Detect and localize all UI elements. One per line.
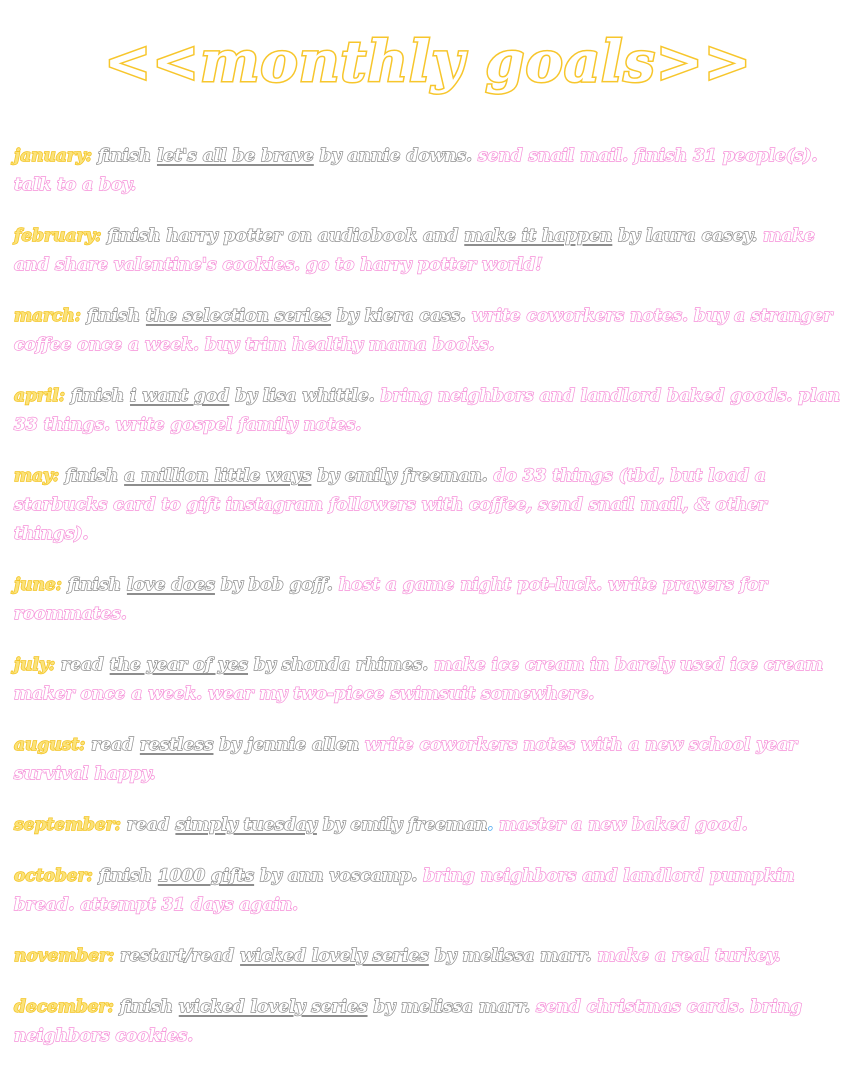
goal-text: by kiera cass. [330,306,472,326]
book-title: the selection series [145,306,331,326]
goal-action: bring neighbors and landlord pumpkin bread. attempt 31 days again. [14,866,795,915]
book-title: let's all be brave [156,146,314,166]
goal-text: finish harry potter on audiobook and [101,226,465,246]
book-title: a million little ways [124,466,312,486]
month-label: december: [14,997,114,1017]
goal-text: by shonda rhimes. [248,655,435,675]
goal-action: bring neighbors and landlord baked goods. plan 33 things. write gospel family notes. [14,386,840,435]
goal-february [14,222,840,280]
book-title: love does [126,575,215,595]
goal-action: make and share valentine's cookies. go to harry potter world! [14,226,815,275]
goal-november [14,942,840,971]
goal-action: send snail mail. finish 31 people(s). talk to a boy. [14,146,818,195]
month-label: july: [14,655,56,675]
goal-text: finish [113,997,179,1017]
goal-action: host a game night pot-luck. write prayers for roommates. [14,575,768,624]
goal-text: read [120,815,176,835]
goal-text: finish [92,866,158,886]
goal-text: finish [65,386,131,406]
goal-text: by annie downs. [313,146,478,166]
goal-april [14,382,840,440]
goal-text: read [55,655,110,675]
goal-action: make a real turkey. [597,946,781,966]
goal-text: by emily freeman. [311,466,494,486]
month-label: may: [14,466,60,486]
month-label: april: [14,386,66,406]
goal-text: read [85,735,140,755]
goal-december [14,993,840,1051]
goal-text: by ann voscamp. [254,866,424,886]
month-label: february: [14,226,102,246]
goal-text: by jennie allen [213,735,365,755]
goal-text: finish [80,306,146,326]
goal-text: by melissa marr. [367,997,537,1017]
month-label: august: [14,735,86,755]
month-label: october: [14,866,93,886]
goal-text: finish [92,146,157,166]
goal-june [14,571,840,629]
book-title: restless [139,735,214,755]
month-label: september: [14,815,121,835]
month-label: january: [14,146,93,166]
month-label: june: [14,575,62,595]
book-title: i want god [130,386,230,406]
month-label: march: [14,306,81,326]
goal-action: write coworkers notes with a new school year survival happy. [14,735,798,784]
goal-text: restart/read [114,946,241,966]
book-title: 1000 gifts [157,866,255,886]
goal-action: write coworkers notes. buy a stranger coffee once a week. buy trim healthy mama books. [14,306,833,355]
book-title: wicked lovely series [178,997,368,1017]
goal-text: by melissa marr. [428,946,598,966]
page-title: <<monthly goals>> [104,29,752,95]
goal-january [14,142,840,200]
book-title: wicked lovely series [240,946,429,966]
goal-text: by emily freeman [316,815,488,835]
goal-may [14,462,840,549]
goal-text: finish [59,466,125,486]
goal-march [14,302,840,360]
goal-july [14,651,840,709]
book-title: simply tuesday [175,815,317,835]
goals-list [14,142,840,1073]
goal-september [14,811,840,840]
goal-action: master a new baked good. [499,815,748,835]
goal-punctuation: . [487,815,500,835]
goal-action: send christmas cards. bring neighbors cookies. [14,997,802,1046]
book-title: the year of yes [109,655,249,675]
goal-action: make ice cream in barely used ice cream maker once a week. wear my two-piece swimsuit somewhere. [14,655,824,704]
month-label: november: [14,946,115,966]
goal-text: by bob goff. [214,575,339,595]
goal-text: by laura casey. [612,226,764,246]
goal-october [14,862,840,920]
goal-action: do 33 things (tbd, but load a starbucks card to gift instagram followers with coffee, send snail mail, & other things). [14,466,767,544]
goal-text: by lisa whittle. [229,386,381,406]
goal-text: finish [61,575,127,595]
goal-august [14,731,840,789]
book-title: make it happen [464,226,613,246]
